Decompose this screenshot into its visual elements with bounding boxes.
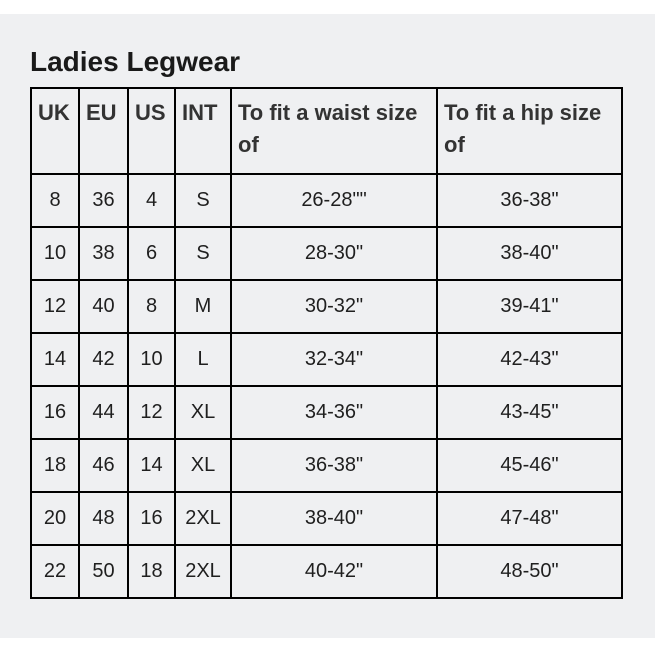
cell-us: 12 (128, 386, 175, 439)
cell-us: 10 (128, 333, 175, 386)
cell-hip: 43-45" (437, 386, 622, 439)
cell-eu: 50 (79, 545, 128, 598)
column-header-int: INT (175, 88, 231, 174)
cell-int: S (175, 227, 231, 280)
column-header-waist: To fit a waist size of (231, 88, 437, 174)
cell-us: 4 (128, 174, 175, 227)
header-row (31, 88, 622, 174)
cell-eu: 36 (79, 174, 128, 227)
content-band (0, 14, 655, 638)
cell-uk: 14 (31, 333, 79, 386)
cell-int: L (175, 333, 231, 386)
column-header-us: US (128, 88, 175, 174)
cell-waist: 32-34" (231, 333, 437, 386)
table-row (31, 492, 622, 545)
cell-uk: 20 (31, 492, 79, 545)
cell-hip: 48-50" (437, 545, 622, 598)
cell-hip: 36-38" (437, 174, 622, 227)
cell-hip: 47-48" (437, 492, 622, 545)
cell-eu: 44 (79, 386, 128, 439)
cell-waist: 28-30" (231, 227, 437, 280)
cell-us: 8 (128, 280, 175, 333)
table-row (31, 174, 622, 227)
cell-waist: 40-42" (231, 545, 437, 598)
cell-uk: 8 (31, 174, 79, 227)
cell-uk: 10 (31, 227, 79, 280)
cell-int: XL (175, 439, 231, 492)
cell-waist: 38-40" (231, 492, 437, 545)
cell-us: 16 (128, 492, 175, 545)
cell-waist: 30-32" (231, 280, 437, 333)
page-title: Ladies Legwear (30, 46, 241, 77)
size-chart-table (30, 87, 623, 599)
cell-eu: 42 (79, 333, 128, 386)
cell-eu: 46 (79, 439, 128, 492)
cell-uk: 16 (31, 386, 79, 439)
table-row (31, 227, 622, 280)
cell-hip: 39-41" (437, 280, 622, 333)
cell-int: 2XL (175, 545, 231, 598)
table-row (31, 333, 622, 386)
column-header-hip: To fit a hip size of (437, 88, 622, 174)
table-row (31, 386, 622, 439)
table-row (31, 439, 622, 492)
cell-eu: 48 (79, 492, 128, 545)
cell-int: M (175, 280, 231, 333)
column-header-eu: EU (79, 88, 128, 174)
cell-int: XL (175, 386, 231, 439)
cell-uk: 22 (31, 545, 79, 598)
cell-us: 14 (128, 439, 175, 492)
cell-waist: 34-36" (231, 386, 437, 439)
cell-hip: 38-40" (437, 227, 622, 280)
cell-us: 18 (128, 545, 175, 598)
cell-int: 2XL (175, 492, 231, 545)
table-row (31, 280, 622, 333)
cell-eu: 38 (79, 227, 128, 280)
table-row (31, 545, 622, 598)
cell-hip: 45-46" (437, 439, 622, 492)
cell-us: 6 (128, 227, 175, 280)
cell-int: S (175, 174, 231, 227)
cell-waist: 36-38" (231, 439, 437, 492)
cell-eu: 40 (79, 280, 128, 333)
cell-uk: 18 (31, 439, 79, 492)
cell-hip: 42-43" (437, 333, 622, 386)
cell-uk: 12 (31, 280, 79, 333)
column-header-uk: UK (31, 88, 79, 174)
cell-waist: 26-28"" (231, 174, 437, 227)
